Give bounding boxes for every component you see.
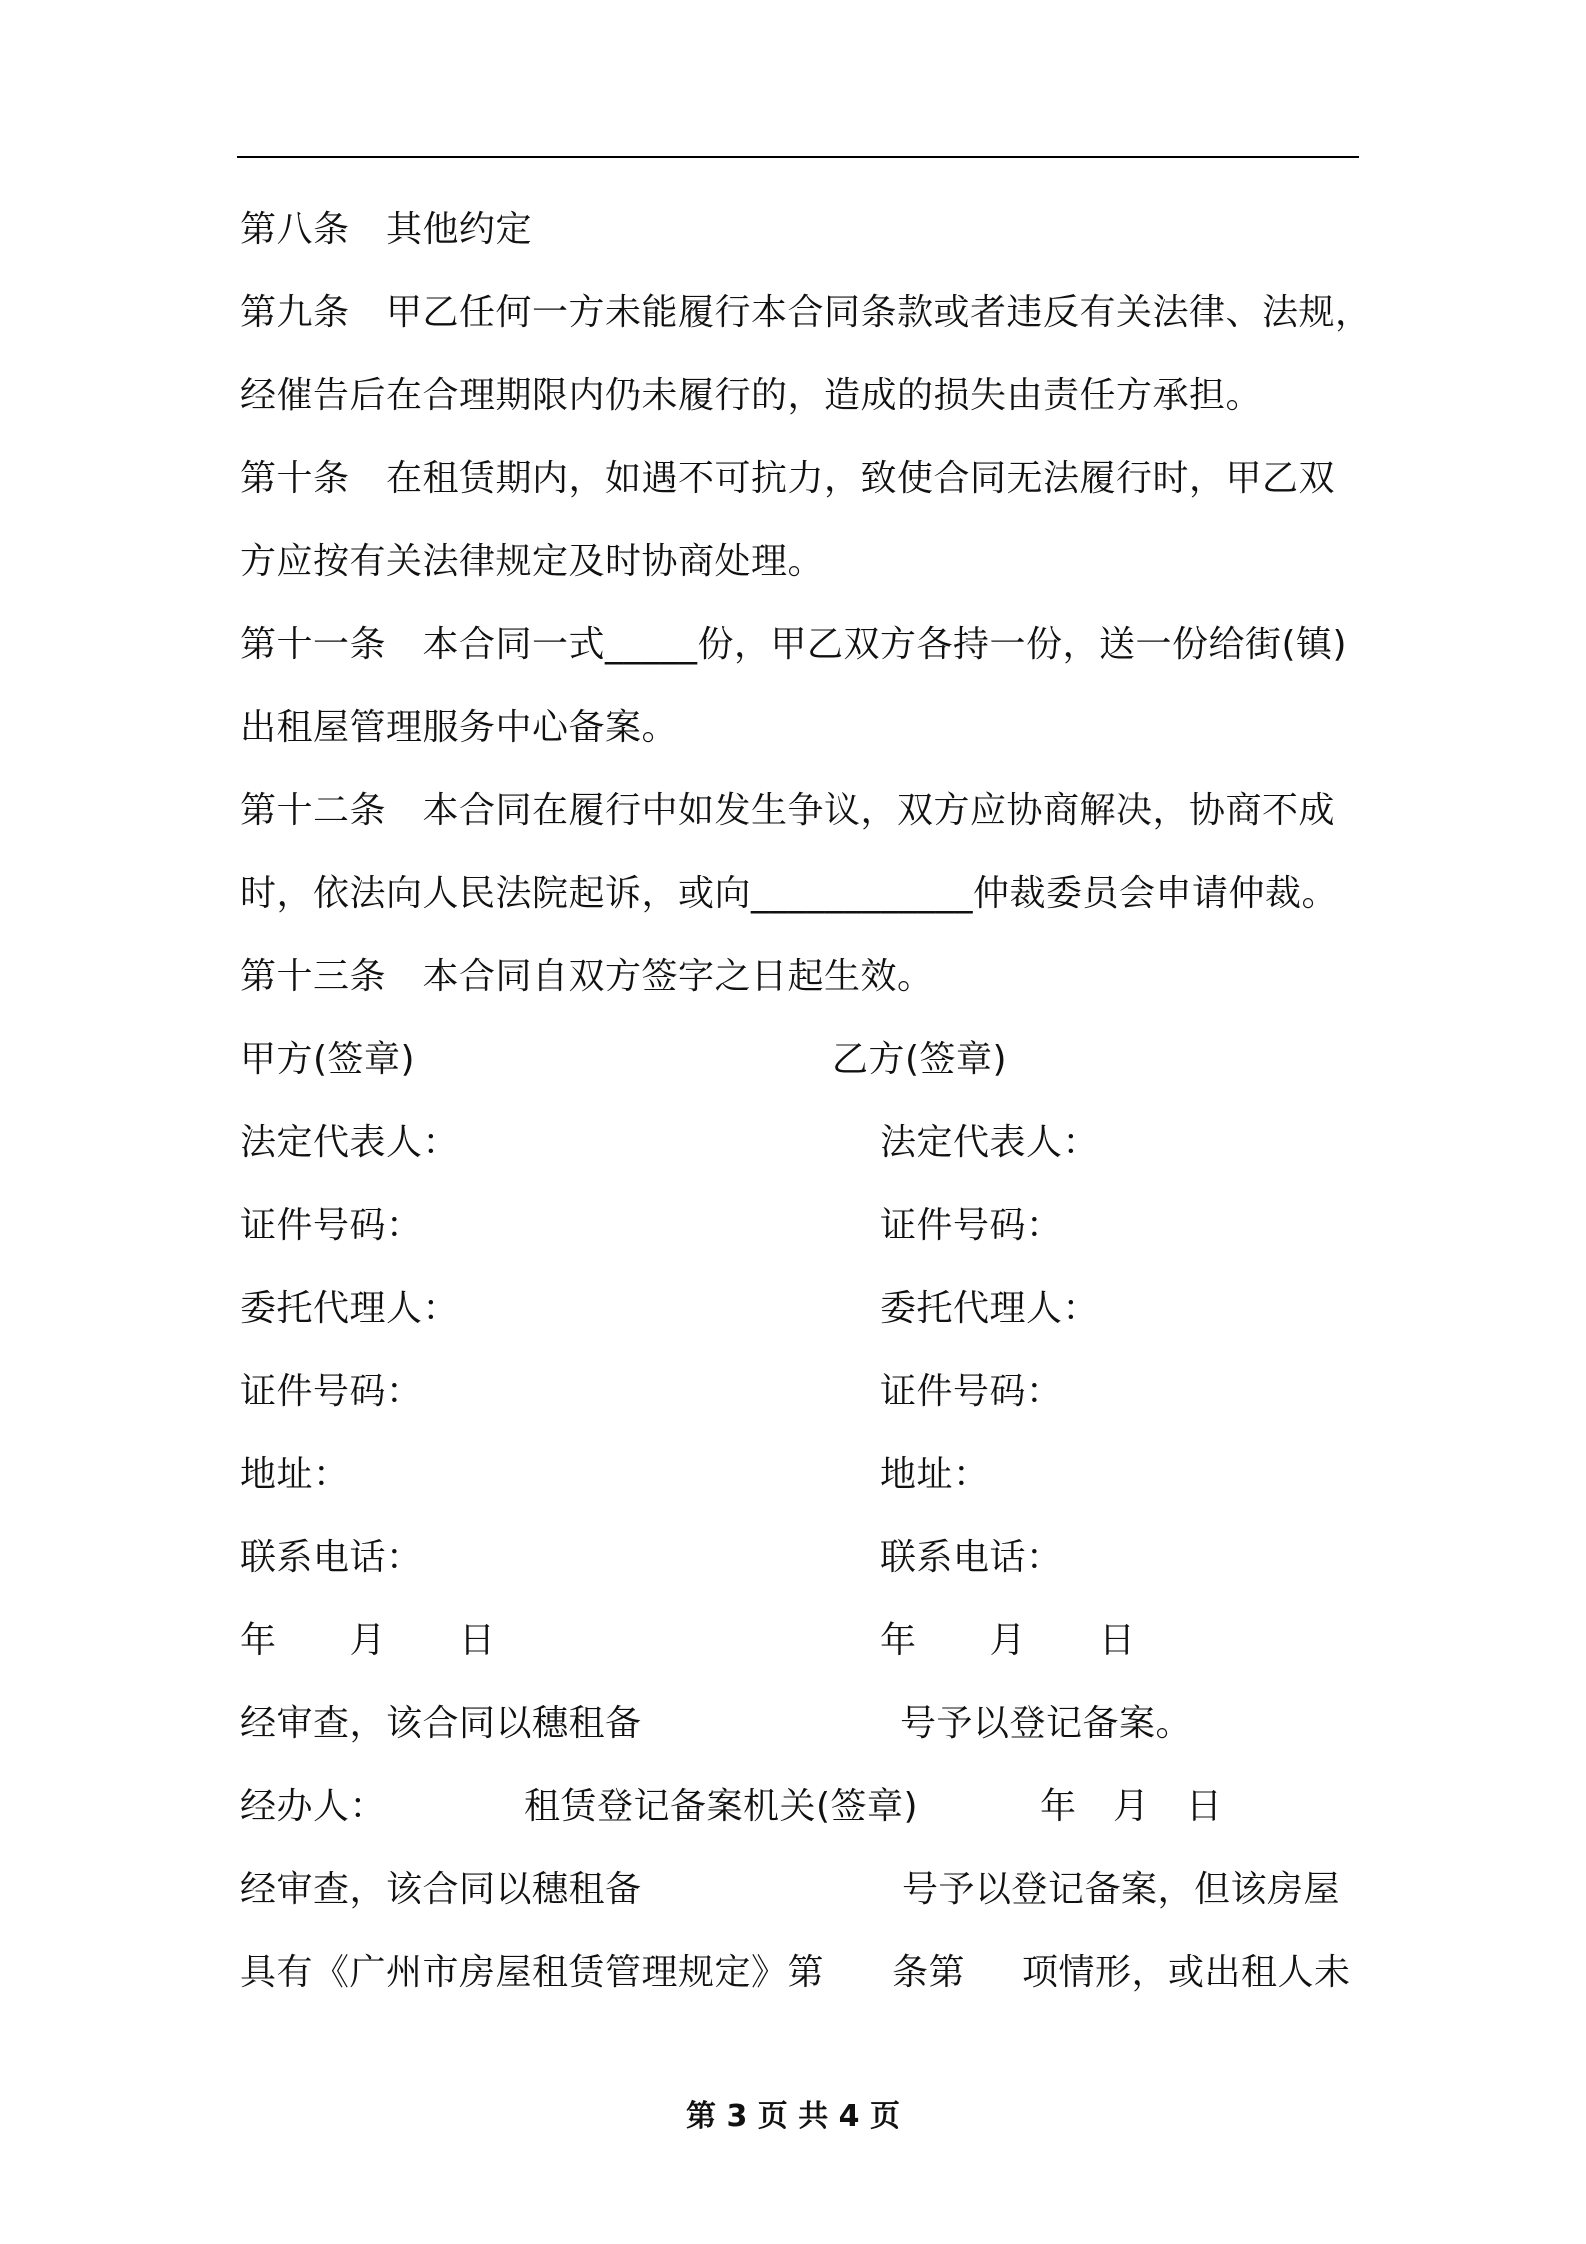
article-9-line-1: 第九条 甲乙任何一方未能履行本合同条款或者违反有关法律、法规， — [240, 292, 1372, 333]
signature-date-row — [240, 1616, 1370, 1666]
article-10-line-1: 第十条 在租赁期内，如遇不可抗力，致使合同无法履行时，甲乙双 — [240, 458, 1336, 499]
registration-review-1 — [240, 1699, 1370, 1749]
agency-label: 租赁登记备案机关(签章) — [524, 1786, 919, 1827]
article-11-line-1: 第十一条 本合同一式_____份，甲乙双方各持一份，送一份给街(镇) — [240, 624, 1348, 665]
review-1-text-a: 经审查，该合同以穗租备 — [240, 1703, 642, 1744]
agent-label: 委托代理人： — [240, 1288, 460, 1329]
article-13: 第十三条 本合同自双方签字之日起生效。 — [240, 956, 934, 997]
registration-review-3 — [240, 1948, 1370, 1998]
article-12-line-1: 第十二条 本合同在履行中如发生争议，双方应协商解决，协商不成 — [240, 790, 1336, 831]
agent-label: 委托代理人： — [880, 1288, 1100, 1329]
review-1-text-b: 号予以登记备案。 — [900, 1703, 1193, 1744]
id-number-label: 证件号码： — [880, 1205, 1063, 1246]
article-9-line-2: 经催告后在合理期限内仍未履行的，造成的损失由责任方承担。 — [240, 375, 1263, 416]
signature-row — [240, 1450, 1370, 1500]
review-3-text-a: 具有《广州市房屋租赁管理规定》第 — [240, 1952, 825, 1993]
signature-party-row — [240, 1035, 1370, 1085]
date-left: 年 月 日 — [240, 1620, 496, 1661]
article-10-line-2: 方应按有关法律规定及时协商处理。 — [240, 541, 825, 582]
legal-representative-label: 法定代表人： — [880, 1122, 1100, 1163]
signature-row — [240, 1284, 1370, 1334]
registration-handler-row — [240, 1782, 1370, 1832]
id-number-label: 证件号码： — [880, 1371, 1063, 1412]
address-label: 地址： — [240, 1454, 350, 1495]
id-number-label: 证件号码： — [240, 1371, 423, 1412]
signature-row — [240, 1367, 1370, 1417]
id-number-label: 证件号码： — [240, 1205, 423, 1246]
review-2-text-b: 号予以登记备案，但该房屋 — [902, 1869, 1341, 1910]
header-rule — [237, 156, 1359, 158]
article-11-line-2: 出租屋管理服务中心备案。 — [240, 707, 679, 748]
phone-label: 联系电话： — [880, 1537, 1063, 1578]
article-8: 第八条 其他约定 — [240, 209, 533, 250]
address-label: 地址： — [880, 1454, 990, 1495]
signature-row — [240, 1201, 1370, 1251]
article-12-line-2: 时，依法向人民法院起诉，或向____________仲裁委员会申请仲裁。 — [240, 873, 1339, 914]
registration-review-2 — [240, 1865, 1370, 1915]
page-number: 第 3 页 共 4 页 — [686, 2099, 900, 2134]
signature-row — [240, 1118, 1370, 1168]
handler-label: 经办人： — [240, 1786, 387, 1827]
phone-label: 联系电话： — [240, 1537, 423, 1578]
signature-row — [240, 1533, 1370, 1583]
review-3-text-b: 条第 — [892, 1952, 966, 1993]
review-3-text-c: 项情形，或出租人未 — [1022, 1952, 1351, 1993]
date-right: 年 月 日 — [880, 1620, 1136, 1661]
legal-representative-label: 法定代表人： — [240, 1122, 460, 1163]
party-b-label: 乙方(签章) — [832, 1039, 1008, 1080]
agency-date: 年 月 日 — [1040, 1786, 1223, 1827]
party-a-label: 甲方(签章) — [240, 1039, 416, 1080]
review-2-text-a: 经审查，该合同以穗租备 — [240, 1869, 642, 1910]
